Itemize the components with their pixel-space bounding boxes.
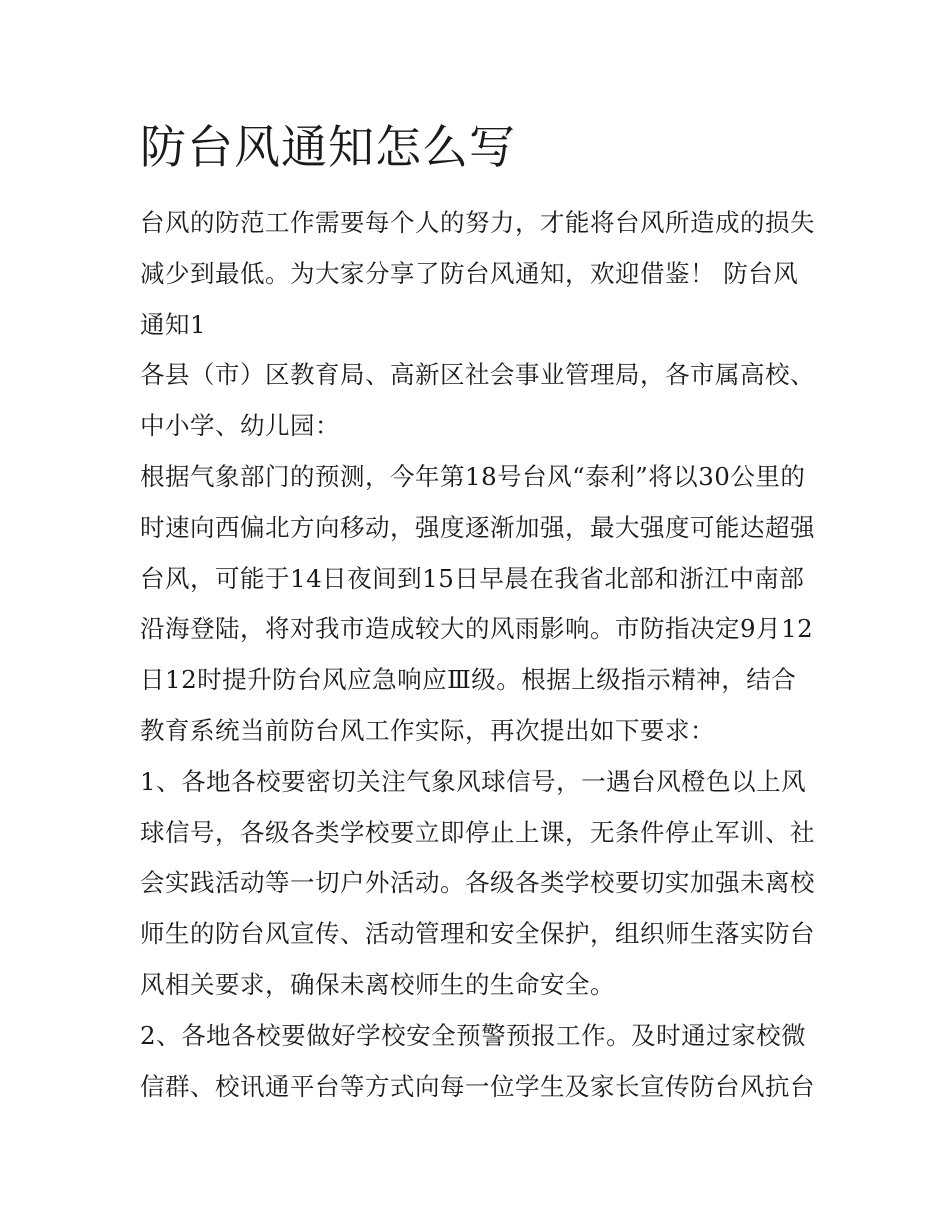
- intro-paragraph: 台风的防范工作需要每个人的努力，才能将台风所造成的损失减少到最低。为大家分享了防台风通知，欢迎借鉴！ 防台风通知1: [140, 208, 815, 339]
- background-paragraph: 根据气象部门的预测，今年第18号台风“泰利”将以30公里的时速向西偏北方向移动，强度逐渐加强，最大强度可能达超强台风，可能于14日夜间到15日早晨在我省北部和浙江中南部沿海登陆，将对我市造成较大的风雨影响。市防指决定9月12日12时提升防台风应急响应Ⅲ级。根据上级指示精神，结合教育系统当前防台风工作实际，再次提出如下要求：: [140, 461, 815, 745]
- document-page: [140, 112, 820, 1112]
- requirement-1-paragraph: 1、各地各校要密切关注气象风球信号，一遇台风橙色以上风球信号，各级各类学校要立即停止上课，无条件停止军训、社会实践活动等一切户外活动。各级各类学校要切实加强未离校师生的防台风宣传、活动管理和安全保护，组织师生落实防台风相关要求，确保未离校师生的生命安全。: [140, 766, 815, 999]
- recipients-paragraph: 各县（市）区教育局、高新区社会事业管理局，各市属高校、中小学、幼儿园：: [140, 360, 815, 441]
- document-title: 防台风通知怎么写: [140, 120, 516, 174]
- requirement-2-paragraph: 2、各地各校要做好学校安全预警预报工作。及时通过家校微信群、校讯通平台等方式向每一位学生及家长宣传防台风抗台: [140, 1020, 815, 1101]
